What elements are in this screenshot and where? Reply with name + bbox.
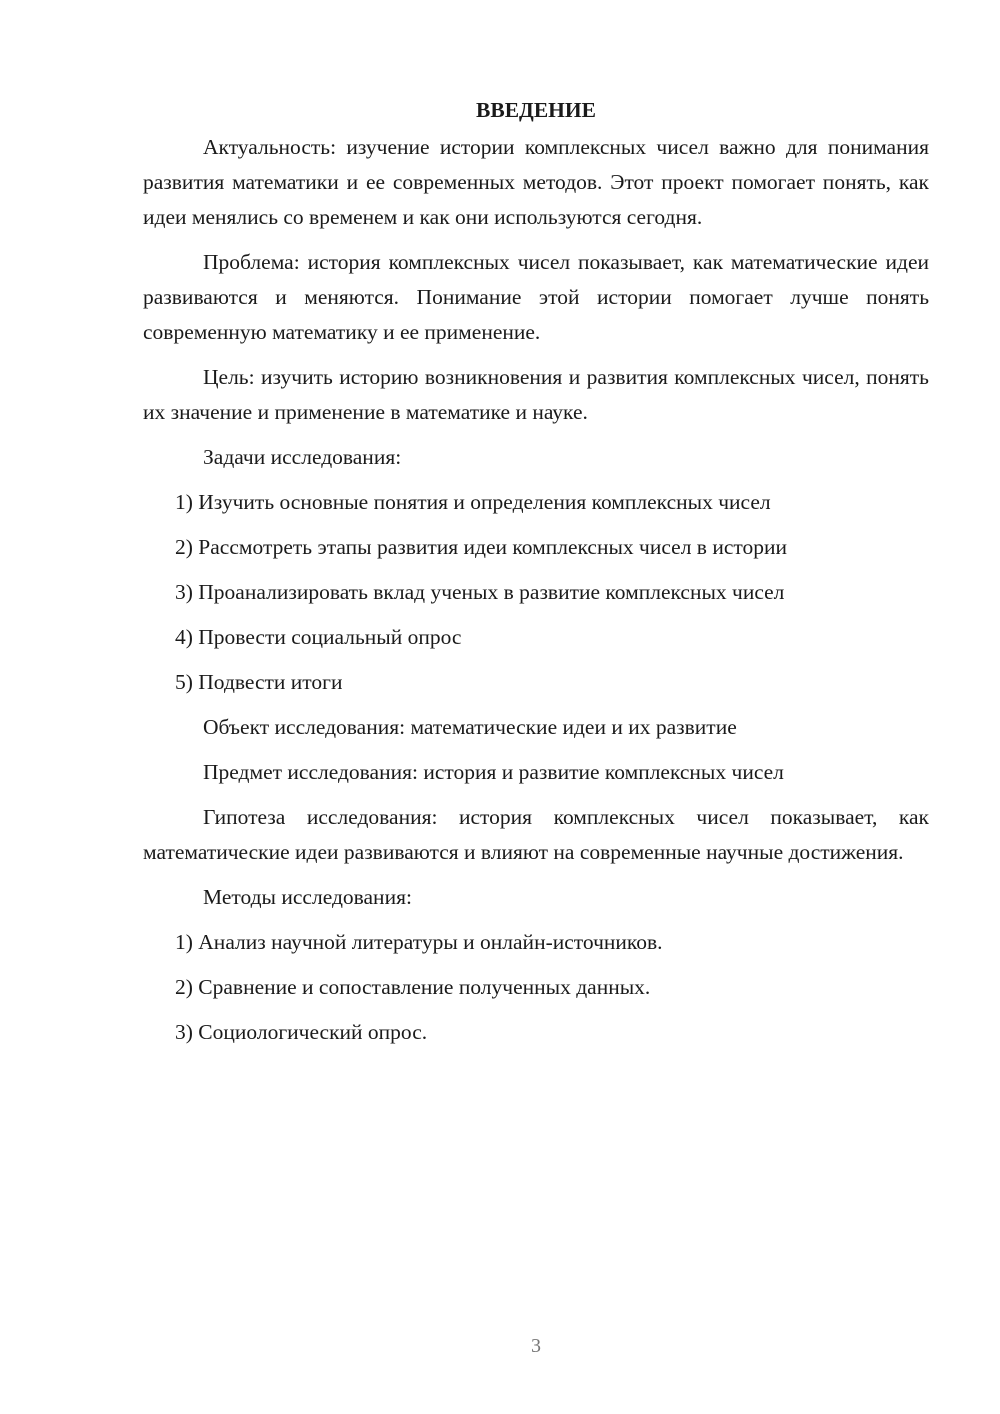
problem-paragraph: Проблема: история комплексных чисел показывает, как математические идеи развиваются и меняются. Понимание этой истории помогает лучше понять современную математику и ее применение. — [143, 250, 929, 344]
task-item-4: 4) Провести социальный опрос — [175, 625, 462, 649]
task-item-5: 5) Подвести итоги — [175, 670, 343, 694]
method-item-1: 1) Анализ научной литературы и онлайн-источников. — [175, 930, 663, 954]
subject-line: Предмет исследования: история и развитие комплексных чисел — [203, 760, 784, 784]
page-number: 3 — [531, 1335, 541, 1357]
relevance-paragraph: Актуальность: изучение истории комплексных чисел важно для понимания развития математики и ее современных методов. Этот проект помогает понять, как идеи менялись со временем и как они используются сегодня. — [143, 135, 929, 229]
task-item-2: 2) Рассмотреть этапы развития идеи комплексных чисел в истории — [175, 535, 787, 559]
method-item-2: 2) Сравнение и сопоставление полученных данных. — [175, 975, 651, 999]
document-page — [143, 92, 929, 1060]
hypothesis-paragraph: Гипотеза исследования: история комплексных чисел показывает, как математические идеи развиваются и влияют на современные научные достижения. — [143, 805, 929, 864]
method-item-3: 3) Социологический опрос. — [175, 1020, 428, 1044]
tasks-title: Задачи исследования: — [203, 445, 402, 469]
goal-paragraph: Цель: изучить историю возникновения и развития комплексных чисел, понять их значение и применение в математике и науке. — [143, 365, 929, 424]
task-item-3: 3) Проанализировать вклад ученых в развитие комплексных чисел — [175, 580, 785, 604]
task-item-1: 1) Изучить основные понятия и определения комплексных чисел — [175, 490, 771, 514]
object-line: Объект исследования: математические идеи и их развитие — [203, 715, 737, 739]
methods-title: Методы исследования: — [203, 885, 412, 909]
section-heading: ВВЕДЕНИЕ — [476, 98, 596, 122]
